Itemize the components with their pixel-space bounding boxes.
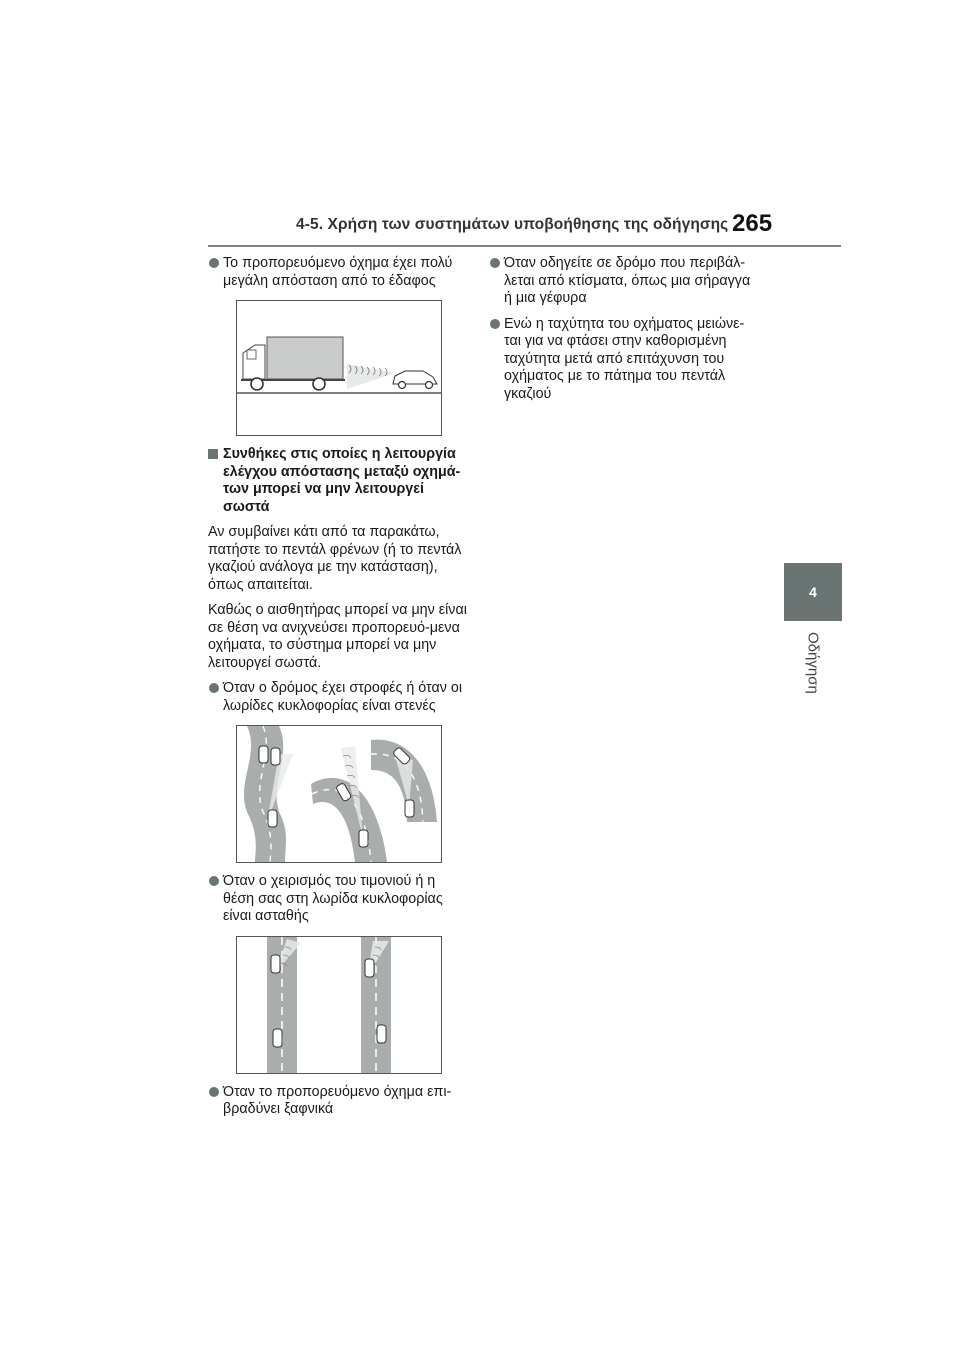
page-number: 265 — [732, 210, 773, 237]
curved-roads-illustration — [237, 726, 441, 862]
car-icon — [273, 1029, 282, 1047]
car-icon — [259, 746, 268, 763]
car-icon — [271, 955, 280, 973]
truck-car-illustration — [237, 301, 441, 435]
bullet-dot-icon — [209, 258, 219, 268]
figure-curved-roads — [236, 725, 442, 863]
heading-text: Συνθήκες στις οποίες η λειτουργία ελέγχου απόστασης μεταξύ οχημά-των μπορεί να μην λειτουργεί σωστά — [223, 446, 461, 515]
car-rear-wheel — [426, 382, 433, 389]
bullet-item — [489, 255, 759, 308]
chapter-name: Οδήγηση — [804, 632, 822, 694]
paragraph: Αν συμβαίνει κάτι από τα παρακάτω, πατήστε το πεντάλ φρένων (ή το πεντάλ γκαζιού ανάλογα με την κατάσταση), όπως απαιτείται. — [208, 524, 462, 593]
header-divider — [208, 245, 841, 247]
lane-position-illustration — [237, 937, 441, 1073]
radar-beam — [347, 364, 395, 389]
truck-cargo-box — [267, 337, 343, 379]
car-icon — [405, 800, 414, 817]
bullet-item — [208, 1084, 470, 1119]
paragraph: Καθώς ο αισθητήρας μπορεί να μην είναι σε θέση να ανιχνεύσει προπορευό-μενα οχήματα, το σύστημα μπορεί να μην λειτουργεί σωστά. — [208, 602, 467, 671]
heading-square-icon — [208, 449, 218, 459]
road-left-curve — [311, 778, 387, 862]
car-icon — [268, 810, 277, 827]
bullet-item — [208, 255, 470, 290]
truck-front-wheel — [251, 378, 263, 390]
bullet-text: Το προπορευόμενο όχημα έχει πολύ μεγάλη απόσταση από το έδαφος — [223, 255, 453, 289]
chapter-number: 4 — [809, 584, 817, 600]
section-heading — [208, 446, 470, 516]
page-header — [0, 210, 960, 250]
truck-window — [247, 350, 256, 359]
section-title: 4-5. Χρήση των συστημάτων υποβοήθησης της οδήγησης — [296, 216, 729, 233]
bullet-text: Όταν το προπορευόμενο όχημα επι-βραδύνει ξαφνικά — [223, 1083, 452, 1117]
left-column — [208, 255, 470, 1127]
bullet-text: Όταν ο δρόμος έχει στροφές ή όταν οι λωρίδες κυκλοφορίας είναι στενές — [223, 680, 463, 714]
figure-truck-high-clearance — [236, 300, 442, 436]
chapter-tab[interactable] — [784, 563, 842, 621]
car-icon — [271, 748, 280, 765]
bullet-dot-icon — [209, 683, 219, 693]
bullet-item — [489, 316, 759, 404]
bullet-dot-icon — [209, 876, 219, 886]
bullet-item — [208, 873, 470, 926]
car-icon — [365, 959, 374, 977]
bullet-item — [208, 680, 470, 715]
figure-unstable-steering — [236, 936, 442, 1074]
bullet-text: Όταν ο χειρισμός του τιμονιού ή η θέση σας στη λωρίδα κυκλοφορίας είναι ασταθής — [223, 873, 443, 924]
car-icon — [359, 830, 368, 847]
bullet-dot-icon — [490, 258, 500, 268]
car-icon — [377, 1025, 386, 1043]
truck-rear-wheel — [313, 378, 325, 390]
bullet-dot-icon — [490, 319, 500, 329]
bullet-text: Όταν οδηγείτε σε δρόμο που περιβάλ-λεται από κτίσματα, όπως μια σήραγγα ή μια γέφυρα — [504, 255, 751, 306]
right-column — [489, 255, 759, 411]
bullet-dot-icon — [209, 1087, 219, 1097]
car-front-wheel — [399, 382, 406, 389]
bullet-text: Ενώ η ταχύτητα του οχήματος μειώνε-ται για να φτάσει στην καθορισμένη ταχύτητα μετά από επιτάχυνση του οχήματος με το πάτημα του πεντάλ γκαζιού — [504, 315, 745, 402]
